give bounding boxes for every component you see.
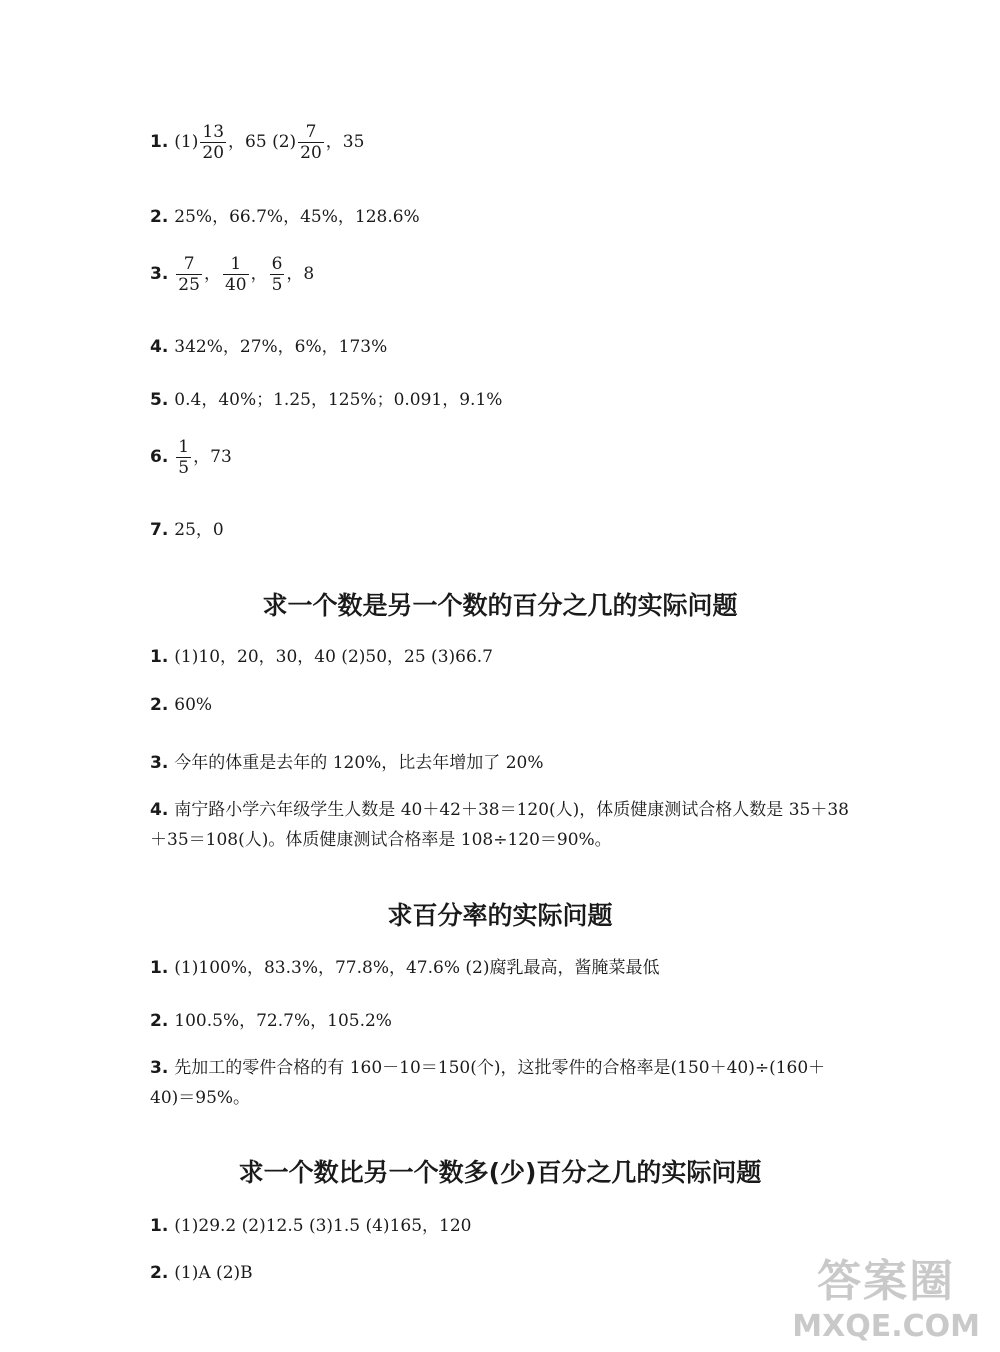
item-text: ，73 [193,447,232,467]
item-number: 2. [150,207,169,227]
item-text: (1)29.2 (2)12.5 (3)1.5 (4)165，120 [174,1216,472,1236]
answer-item [150,202,420,227]
item-text: 先加工的零件合格的有 160－10＝150(个)，这批零件的合格率是(150＋40)÷(160＋40)＝95%。 [150,1058,826,1108]
item-text: 今年的体重是去年的 120%，比去年增加了 20% [174,753,544,773]
item-text: 0.4，40%；1.25，125%；0.091，9.1% [174,390,503,410]
answer-item [150,642,493,667]
answer-item [150,437,232,478]
answer-item [150,385,502,410]
section-heading: 求一个数比另一个数多(少)百分之几的实际问题 [238,1158,762,1187]
numerator: 1 [178,437,190,457]
item-number: 4. [150,337,169,357]
denominator: 5 [271,275,283,295]
fraction [176,437,191,478]
numerator: 13 [202,122,225,142]
item-number: 1. [150,132,169,152]
item-text: (1) [174,132,199,152]
section-heading: 求一个数是另一个数的百分之几的实际问题 [262,591,738,620]
answer-item [150,953,659,978]
item-text: ， [250,264,268,284]
item-number: 6. [150,447,169,467]
item-text: 南宁路小学六年级学生人数是 40＋42＋38＝120(人)，体质健康测试合格人数是 35＋38＋35＝108(人)。体质健康测试合格率是 108÷120＝90%。 [150,800,849,850]
item-text: (1)10，20，30，40 (2)50，25 (3)66.7 [174,647,493,667]
denominator: 5 [178,458,190,478]
item-number: 2. [150,695,169,715]
item-number: 3. [150,1058,169,1078]
item-text: 100.5%，72.7%，105.2% [174,1011,392,1031]
item-text: 60% [174,695,213,715]
item-number: 4. [150,800,169,820]
item-text: (1)A (2)B [174,1263,253,1283]
item-text: ，35 [325,132,365,152]
answer-item [150,795,850,855]
answer-item [150,1211,471,1236]
watermark-url: MXQE.COM [792,1309,980,1344]
item-text: ， [203,264,221,284]
answer-item [150,1006,392,1031]
answer-item [150,254,314,295]
numerator: 1 [230,254,242,274]
item-number: 7. [150,520,169,540]
numerator: 7 [183,254,195,274]
fraction [200,122,226,163]
item-number: 3. [150,753,169,773]
fraction [223,254,249,295]
fraction [270,254,285,295]
answer-item [150,695,212,715]
fraction [298,122,324,163]
watermark-text: 答案圈 [817,1256,956,1307]
section-heading: 求百分率的实际问题 [387,901,613,930]
item-text: 342%，27%，6%，173% [174,337,388,357]
fraction [176,254,202,295]
item-number: 5. [150,390,169,410]
item-number: 3. [150,264,169,284]
answer-item [150,122,364,163]
denominator: 40 [224,275,247,295]
answer-item [150,515,224,540]
item-text: ，65 (2) [228,132,297,152]
denominator: 20 [300,143,322,163]
numerator: 6 [271,254,283,274]
item-number: 2. [150,1263,169,1283]
item-text: 25，0 [174,520,224,540]
denominator: 20 [202,143,225,163]
denominator: 25 [178,275,200,295]
answer-item [150,748,544,773]
numerator: 7 [305,122,317,142]
item-text: ，8 [286,264,315,284]
answer-item [150,1053,850,1113]
answer-item [150,332,387,357]
item-text: 25%，66.7%，45%，128.6% [174,207,420,227]
item-text: (1)100%，83.3%，77.8%，47.6% (2)腐乳最高，酱腌菜最低 [174,958,660,978]
item-number: 1. [150,1216,169,1236]
item-number: 1. [150,647,169,667]
answer-item [150,1263,253,1283]
watermark-logo [792,1245,980,1344]
item-number: 2. [150,1011,169,1031]
item-number: 1. [150,958,169,978]
